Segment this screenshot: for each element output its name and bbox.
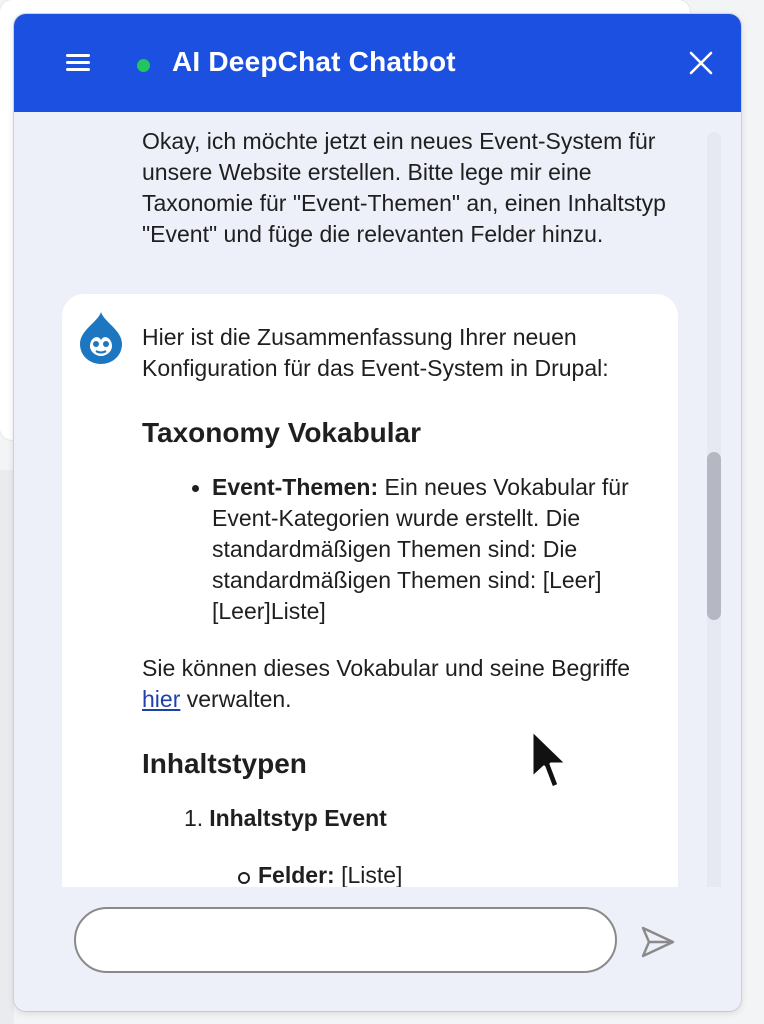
heading-taxonomy: Taxonomy Vokabular [142, 417, 422, 448]
bullet-label: Event-Themen: [212, 474, 379, 500]
list-item [212, 472, 662, 627]
user-message: Okay, ich möchte jetzt ein neues Event-System für unsere Website erstellen. Bitte lege mir eine Taxonomie für "Event-Themen" an, einen Inhaltstyp "Event" und füge die relevanten Felder hinzu. [142, 128, 666, 247]
composer [14, 887, 741, 1011]
bot-intro-text: Hier ist die Zusammenfassung Ihrer neuen Konfiguration für das Event-System in Drupal: [142, 324, 609, 381]
scrollbar-thumb[interactable] [707, 452, 721, 620]
chat-title: AI DeepChat Chatbot [172, 46, 456, 77]
bot-message [142, 322, 662, 887]
send-icon[interactable] [640, 925, 676, 959]
manage-text [142, 653, 662, 715]
manage-link[interactable]: hier [142, 686, 181, 712]
manage-text-after: verwalten. [180, 686, 292, 712]
message-input[interactable] [74, 907, 617, 973]
ordered-list-item [184, 803, 662, 834]
close-icon[interactable] [686, 48, 716, 78]
hamburger-menu-icon[interactable] [66, 54, 92, 74]
chat-header [14, 14, 741, 112]
drupal-logo-icon [76, 310, 126, 366]
list-number: 1. [184, 805, 204, 831]
sub-list-item [258, 860, 662, 887]
bullet-text: Ein neues Vokabular für Event-Kategorien wurde erstellt. Die standardmäßigen Themen sind: Die standardmäßigen Themen sind: [Leer][Leer]Liste] [212, 474, 629, 624]
background-page-strip [0, 470, 14, 1024]
fields-label: Felder: [258, 862, 335, 887]
chat-widget [14, 14, 741, 1011]
online-status-indicator [137, 59, 150, 72]
message-list[interactable] [14, 112, 741, 887]
heading-content-types: Inhaltstypen [142, 748, 307, 779]
taxonomy-list [142, 472, 662, 627]
content-type-name: Inhaltstyp Event [209, 805, 387, 831]
fields-value: [Liste] [334, 862, 403, 887]
manage-text-before: Sie können dieses Vokabular und seine Begriffe [142, 655, 631, 681]
